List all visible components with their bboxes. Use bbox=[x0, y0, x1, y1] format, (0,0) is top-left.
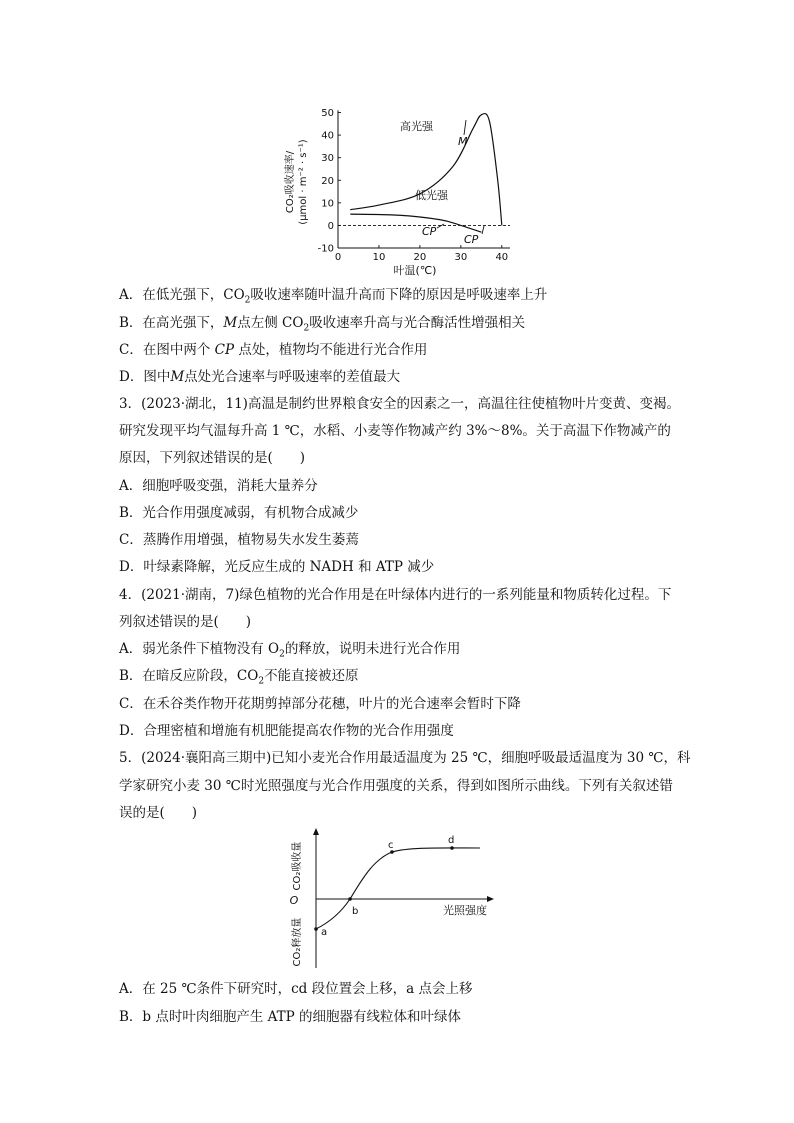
q4-stem-line2: 列叙述错误的是( ) bbox=[119, 614, 252, 630]
q3-stem-line1: 3．(2023·湖北，11)高温是制约世界粮食安全的因素之一，高温往往使植物叶片变黄、变褐。 bbox=[119, 396, 680, 412]
q4-option-c: C．在禾谷类作物开花期剪掉部分花穗，叶片的光合速率会暂时下降 bbox=[119, 696, 521, 712]
cp-right-pointer bbox=[482, 226, 484, 234]
y-tick-label: -10 bbox=[317, 243, 334, 255]
point-d bbox=[450, 846, 454, 850]
x-axis-label: 光照强度 bbox=[443, 904, 487, 917]
q2-option-b: B．在高光强下，M点左侧 $CO_2$吸收速率升高与光合酶活性增强相关 bbox=[119, 315, 526, 334]
x-tick-label: 40 bbox=[495, 252, 509, 263]
cp-left-pointer bbox=[437, 224, 444, 228]
q3-option-a: A．细胞呼吸变强，消耗大量养分 bbox=[119, 478, 318, 494]
point-a bbox=[314, 927, 318, 931]
q4-option-d: D．合理密植和增施有机肥能提高农作物的光合作用强度 bbox=[119, 723, 454, 739]
point-label-c: c bbox=[388, 840, 394, 851]
q2-option-a: A．在低光强下，$CO_2$吸收速率随叶温升高而下降的原因是呼吸速率上升 bbox=[119, 287, 548, 306]
y-tick-label: 30 bbox=[321, 153, 334, 165]
q5-stem-line2: 学家研究小麦 30 ℃时光照强度与光合作用强度的关系，得到如图所示曲线。下列有关叙述错 bbox=[119, 778, 673, 794]
y-axis-label-release: CO₂释放量 bbox=[292, 917, 303, 967]
y-tick-label: 20 bbox=[321, 175, 334, 187]
m-pointer bbox=[464, 120, 466, 135]
curve-label-high-light: 高光强 bbox=[400, 120, 433, 133]
figure-co2-vs-leaf-temperature bbox=[280, 100, 520, 280]
point-label-m: M bbox=[458, 135, 468, 148]
q5-option-b: B．b 点时叶肉细胞产生 ATP 的细胞器有线粒体和叶绿体 bbox=[119, 1009, 462, 1025]
x-tick-label: 20 bbox=[413, 252, 427, 263]
y-tick-label: 0 bbox=[327, 220, 334, 232]
q2-option-d: D．图中M点处光合速率与呼吸速率的差值最大 bbox=[119, 369, 401, 385]
figure-light-intensity-curve bbox=[280, 826, 500, 976]
point-label-b: b bbox=[352, 906, 359, 917]
q5-stem-line1: 5．(2024·襄阳高三期中)已知小麦光合作用最适温度为 25 ℃，细胞呼吸最适温度为 30 ℃，科 bbox=[119, 750, 691, 766]
q3-stem-line3: 原因，下列叙述错误的是( ) bbox=[119, 450, 306, 466]
low-light-curve bbox=[350, 214, 481, 232]
q3-option-b: B．光合作用强度减弱，有机物合成减少 bbox=[119, 505, 359, 521]
point-label-d: d bbox=[448, 835, 455, 846]
y-axis-arrow bbox=[313, 828, 319, 835]
x-tick-label: 10 bbox=[372, 252, 386, 263]
q5-stem-line3: 误的是( ) bbox=[119, 805, 198, 821]
origin-label: O bbox=[289, 894, 299, 907]
x-tick-label: 30 bbox=[454, 252, 468, 263]
point-label-a: a bbox=[321, 927, 328, 938]
q4-option-a: A．弱光条件下植物没有 $O_2$的释放，说明未进行光合作用 bbox=[119, 641, 461, 660]
x-tick-label: 0 bbox=[334, 252, 342, 263]
curve-label-low-light: 低光强 bbox=[415, 189, 448, 202]
q4-stem-line1: 4．(2021·湖南，7)绿色植物的光合作用是在叶绿体内进行的一系列能量和物质转化过程。下 bbox=[119, 587, 672, 603]
q3-option-d: D．叶绿素降解，光反应生成的 NADH 和 ATP 减少 bbox=[119, 559, 435, 575]
q2-option-c: C．在图中两个 CP 点处，植物均不能进行光合作用 bbox=[119, 342, 428, 358]
y-tick-label: 50 bbox=[321, 108, 334, 120]
y-axis-label-absorb: CO₂吸收量 bbox=[292, 841, 303, 891]
y-axis-label-line1: CO₂吸收速率/ bbox=[285, 150, 296, 214]
q5-option-a: A．在 25 ℃条件下研究时，cd 段位置会上移，a 点会上移 bbox=[119, 981, 473, 997]
q4-option-b: B．在暗反应阶段，$CO_2$不能直接被还原 bbox=[119, 668, 359, 687]
q3-option-c: C．蒸腾作用增强，植物易失水发生萎蔫 bbox=[119, 532, 359, 548]
x-axis-label: 叶温(℃) bbox=[393, 264, 437, 277]
y-tick-label: 10 bbox=[321, 198, 334, 210]
point-label-cp-right: CP bbox=[464, 233, 479, 246]
point-label-cp-left: CP bbox=[422, 225, 437, 238]
y-axis-label-line2: (μmol · m⁻² · s⁻¹) bbox=[298, 139, 309, 225]
point-b bbox=[348, 897, 352, 901]
y-tick-label: 40 bbox=[321, 130, 334, 142]
q3-stem-line2: 研究发现平均气温每升高 1 ℃，水稻、小麦等作物减产约 3%～8%。关于高温下作物减产的 bbox=[119, 423, 671, 439]
x-axis-arrow bbox=[487, 896, 494, 902]
